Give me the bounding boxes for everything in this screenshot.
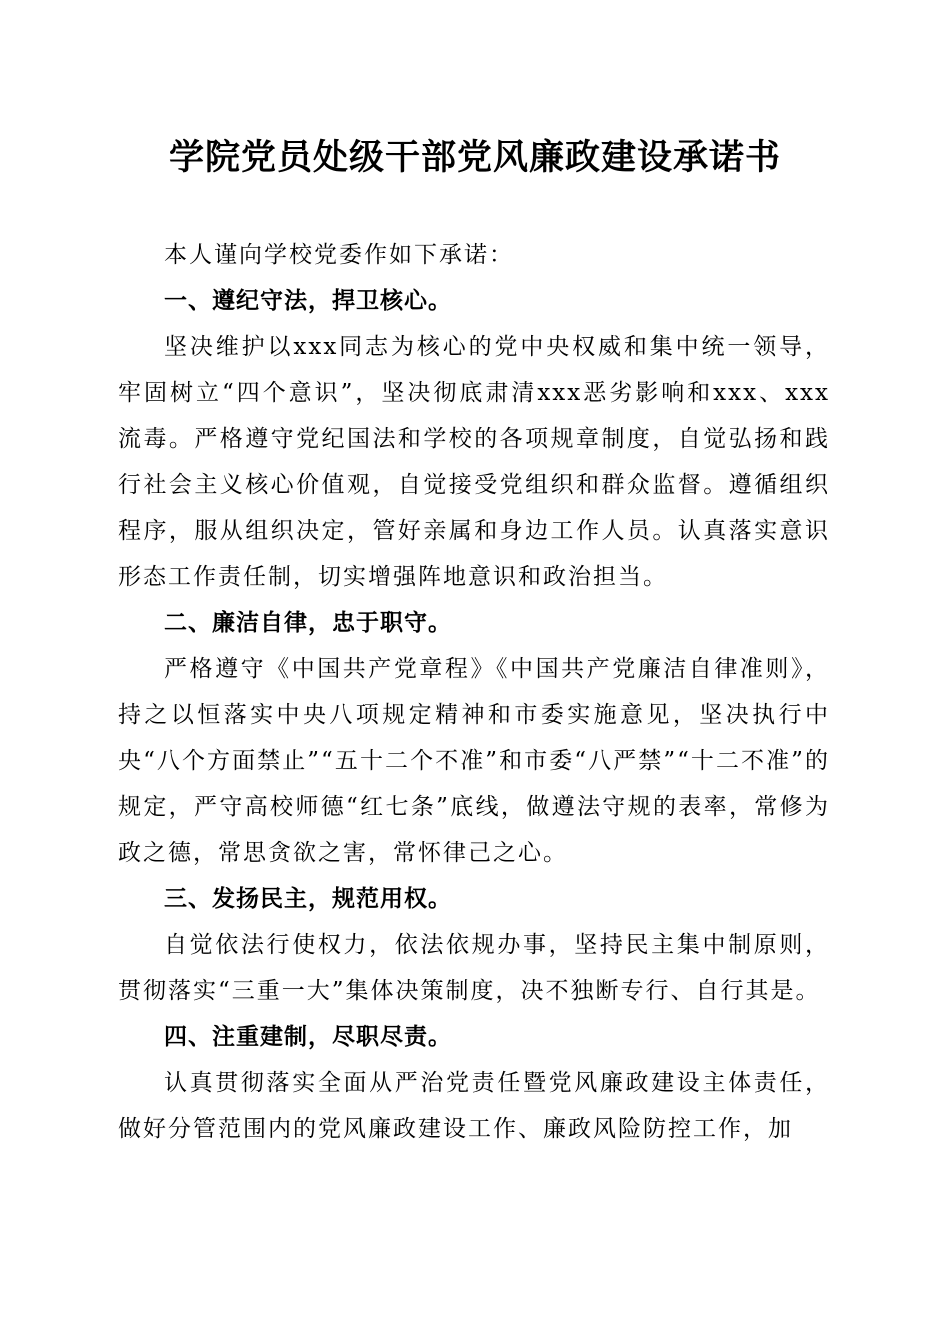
section-heading-1: 一、遵纪守法，捍卫核心。 bbox=[164, 288, 452, 314]
section-paragraph-2: 严格遵守《中国共产党章程》《中国共产党廉洁自律准则》，持之以恒落实中央八项规定精神和市委实施意见，坚决执行中央“八个方面禁止”“五十二个不准”和市委“八严禁”“十二不准”的规定，严守高校师德“红七条”底线，做遵法守规的表率，常修为政之德，常思贪欲之害，常怀律己之心。 bbox=[118, 656, 830, 866]
document-title: 学院党员处级干部党风廉政建设承诺书 bbox=[168, 137, 781, 178]
section-paragraph-3: 自觉依法行使权力，依法依规办事，坚持民主集中制原则，贯彻落实“三重一大”集体决策制度，决不独断专行、自行其是。 bbox=[118, 932, 830, 1004]
section-paragraph-1: 坚决维护以xxx同志为核心的党中央权威和集中统一领导，牢固树立“四个意识”，坚决彻底肃清xxx恶劣影响和xxx、xxx流毒。严格遵守党纪国法和学校的各项规章制度，自觉弘扬和践行社会主义核心价值观，自觉接受党组织和群众监督。遵循组织程序，服从组织决定，管好亲属和身边工作人员。认真落实意识形态工作责任制，切实增强阵地意识和政治担当。 bbox=[118, 334, 830, 590]
section-heading-2: 二、廉洁自律，忠于职守。 bbox=[164, 610, 452, 636]
section-paragraph-4: 认真贯彻落实全面从严治党责任暨党风廉政建设主体责任，做好分管范围内的党风廉政建设工作、廉政风险防控工作，加 bbox=[118, 1070, 830, 1142]
section-heading-3: 三、发扬民主，规范用权。 bbox=[164, 886, 452, 912]
section-heading-4: 四、注重建制，尽职尽责。 bbox=[164, 1024, 452, 1050]
intro-paragraph: 本人谨向学校党委作如下承诺： bbox=[164, 242, 514, 268]
document-body bbox=[118, 232, 830, 1152]
